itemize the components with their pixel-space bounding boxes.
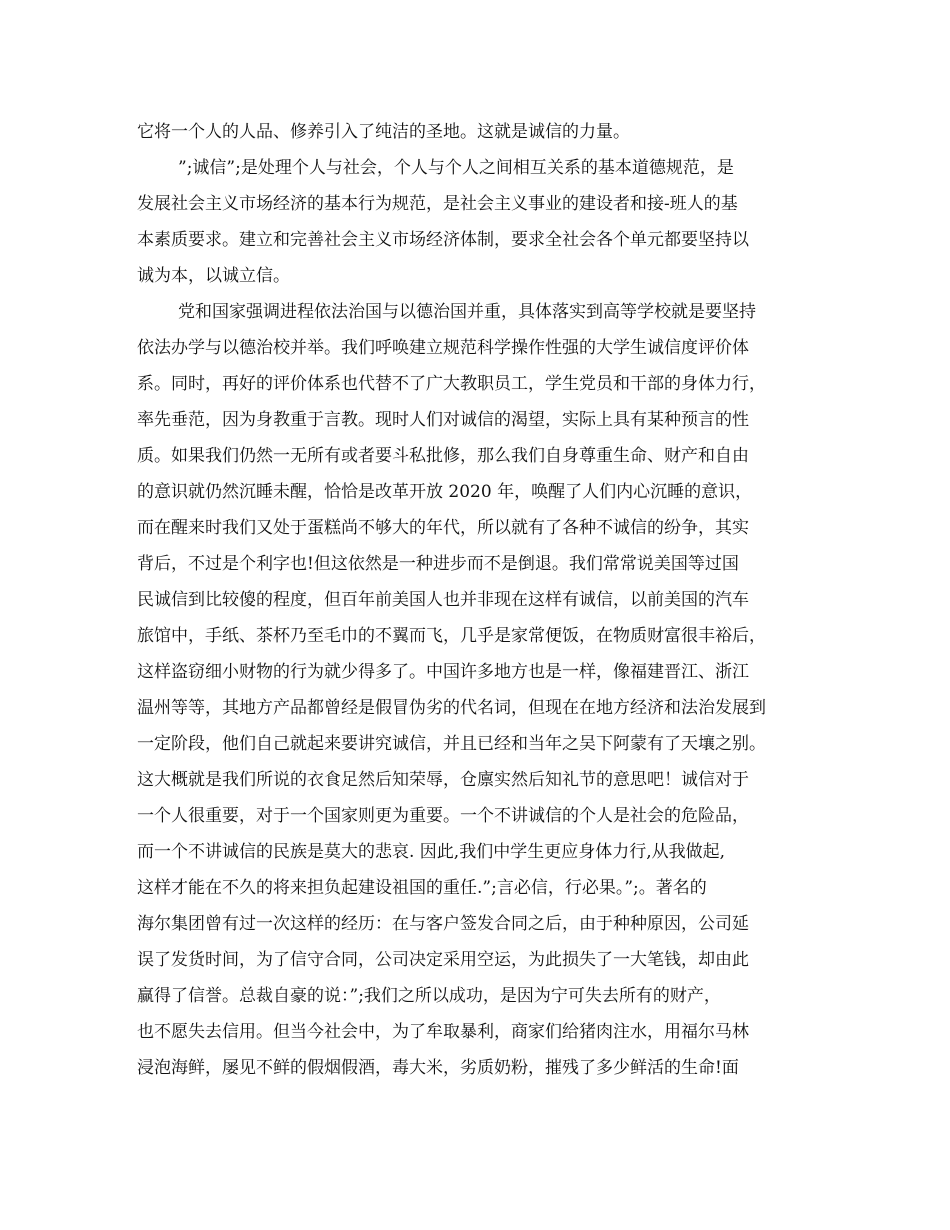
- text-line: 旅馆中，手纸、茶杯乃至毛巾的不翼而飞，几乎是家常便饭，在物质财富很丰裕后，: [137, 626, 766, 646]
- text-line: 它将一个人的人品、修养引入了纯洁的圣地。这就是诚信的力量。: [137, 122, 630, 142]
- text-line: 这样才能在不久的将来担负起建设祖国的重任.”;言必信，行必果。”;。著名的: [137, 878, 707, 898]
- text-line: 这样盗窃细小财物的行为就少得多了。中国许多地方也是一样，像福建晋江、浙江: [137, 662, 749, 682]
- text-line: 这大概就是我们所说的衣食足然后知荣辱，仓廪实然后知礼节的意思吧！诚信对于: [137, 770, 749, 790]
- text-line: 率先垂范，因为身教重于言教。现时人们对诚信的渴望，实际上具有某种预言的性: [137, 410, 749, 430]
- text-line: 浸泡海鲜，屡见不鲜的假烟假酒，毒大米，劣质奶粉，摧残了多少鲜活的生命!面: [137, 1058, 739, 1078]
- text-line: 一定阶段，他们自己就起来要讲究诚信，并且已经和当年之吴下阿蒙有了天壤之别。: [137, 734, 766, 754]
- text-line: 依法办学与以德治校并举。我们呼唤建立规范科学操作性强的大学生诚信度评价体: [137, 338, 749, 358]
- text-line: 党和国家强调进程依法治国与以德治国并重，具体落实到高等学校就是要坚持: [178, 302, 756, 322]
- text-line: 本素质要求。建立和完善社会主义市场经济体制，要求全社会各个单元都要坚持以: [137, 230, 749, 250]
- text-line: 温州等等，其地方产品都曾经是假冒伪劣的代名词，但现在在地方经济和法治发展到: [137, 698, 766, 718]
- text-line: 发展社会主义市场经济的基本行为规范，是社会主义事业的建设者和接-班人的基: [137, 194, 738, 214]
- text-line: 而在醒来时我们又处于蛋糕尚不够大的年代，所以就有了各种不诚信的纷争，其实: [137, 518, 749, 538]
- text-line: 质。如果我们仍然一无所有或者要斗私批修，那么我们自身尊重生命、财产和自由: [137, 446, 749, 466]
- text-line: 民诚信到比较傻的程度，但百年前美国人也并非现在这样有诚信，以前美国的汽车: [137, 590, 749, 610]
- text-line: 也不愿失去信用。但当今社会中，为了牟取暴利，商家们给猪肉注水，用福尔马林: [137, 1022, 749, 1042]
- text-line: 系。同时，再好的评价体系也代替不了广大教职员工，学生党员和干部的身体力行，: [137, 374, 766, 394]
- text-line: 的意识就仍然沉睡未醒，恰恰是改革开放 2020 年，唤醒了人们内心沉睡的意识，: [137, 482, 753, 502]
- text-line: ”;诚信”;是处理个人与社会，个人与个人之间相互关系的基本道德规范，是: [178, 158, 734, 178]
- text-line: 误了发货时间，为了信守合同，公司决定采用空运，为此损失了一大笔钱，却由此: [137, 950, 749, 970]
- text-line: 而一个不讲诚信的民族是莫大的悲哀. 因此,我们中学生更应身体力行,从我做起,: [137, 842, 726, 862]
- text-line: 诚为本，以诚立信。: [137, 266, 290, 286]
- text-line: 一个人很重要，对于一个国家则更为重要。一个不讲诚信的个人是社会的危险品，: [137, 806, 749, 826]
- text-line: 海尔集团曾有过一次这样的经历：在与客户签发合同之后，由于种种原因，公司延: [137, 914, 749, 934]
- text-line: 背后，不过是个利字也!但这依然是一种进步而不是倒退。我们常常说美国等过国: [137, 554, 739, 574]
- text-line: 赢得了信誉。总裁自豪的说：”;我们之所以成功，是因为宁可失去所有的财产，: [137, 986, 721, 1006]
